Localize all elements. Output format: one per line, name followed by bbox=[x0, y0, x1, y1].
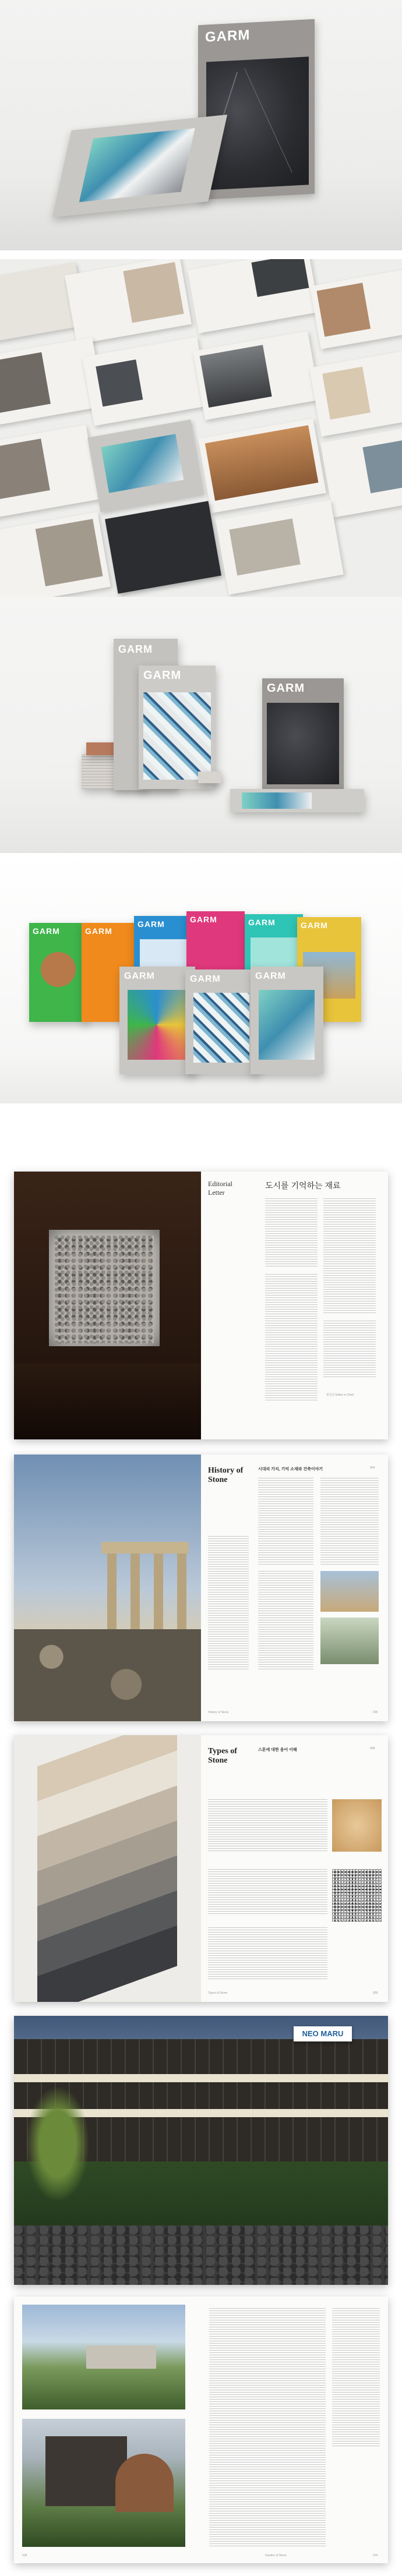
section-heading: 시대의 가치, 기억 소재와 건축이야기 bbox=[258, 1467, 323, 1471]
sandstone-swatch bbox=[332, 1799, 382, 1852]
photo-garden-house bbox=[22, 2305, 185, 2409]
section-label: Editorial Letter bbox=[208, 1180, 232, 1197]
section-label: Types of Stone bbox=[208, 1747, 237, 1765]
magazine-title: GARM bbox=[118, 643, 153, 655]
magazine-title: GARM bbox=[33, 926, 60, 936]
page-number: 008 bbox=[370, 1747, 375, 1750]
magazine-stacks bbox=[0, 597, 402, 853]
page-number: 004 bbox=[370, 1466, 375, 1470]
spread-building bbox=[14, 2016, 388, 2285]
magazine-title: GARM bbox=[190, 915, 217, 924]
parthenon-photo bbox=[14, 1455, 201, 1721]
magazine-standing bbox=[198, 19, 315, 200]
footer-title: History of Stone bbox=[208, 1711, 229, 1714]
section-heading: 도시를 기억하는 재료 bbox=[265, 1181, 341, 1190]
footer-title: Types of Stone bbox=[208, 1991, 228, 1995]
magazine-lying-2 bbox=[230, 789, 364, 812]
product-label: NEO MARU bbox=[302, 2029, 344, 2038]
magazine-title: GARM bbox=[124, 971, 155, 981]
photo-thumb bbox=[320, 1571, 379, 1612]
cover-art bbox=[143, 692, 211, 780]
granite-swatch bbox=[332, 1869, 382, 1922]
photo-stone-building bbox=[22, 2419, 185, 2547]
spread-project bbox=[14, 2297, 388, 2563]
spreads-collage bbox=[0, 259, 402, 597]
magazine-title: GARM bbox=[255, 971, 286, 981]
magazine-front-2 bbox=[185, 969, 258, 1074]
stone-wall bbox=[14, 2225, 388, 2285]
spread-editorial bbox=[14, 1172, 388, 1439]
footer-page: 005 bbox=[373, 1711, 378, 1714]
product-sign bbox=[294, 2026, 352, 2041]
photo-thumb bbox=[320, 1618, 379, 1664]
signature: 편집장 Editor in Chief bbox=[326, 1393, 354, 1397]
magazine-marble bbox=[262, 678, 344, 789]
spread-history bbox=[14, 1455, 388, 1721]
magazine-title: GARM bbox=[137, 919, 165, 929]
section-heading: 스톤에 대한 용어 이해 bbox=[258, 1748, 297, 1752]
section-label: History of Stone bbox=[208, 1466, 244, 1484]
magazine-title: GARM bbox=[190, 974, 221, 984]
colorful-collection bbox=[0, 853, 402, 1103]
magazine-lying bbox=[52, 115, 227, 217]
magazine-title: GARM bbox=[301, 921, 328, 930]
stone-samples-photo bbox=[14, 1735, 201, 2002]
magazine-title: GARM bbox=[85, 926, 112, 936]
magazine-title: GARM bbox=[267, 682, 305, 695]
spread-types bbox=[14, 1735, 388, 2002]
magazine-front-3 bbox=[251, 967, 323, 1074]
footer-page: 009 bbox=[373, 1991, 378, 1995]
magazine-title: GARM bbox=[205, 27, 251, 45]
wall-photo bbox=[14, 1172, 201, 1439]
footer-title: Garden of Stone bbox=[265, 2554, 287, 2557]
page-number: 018 bbox=[22, 2554, 27, 2557]
magazine-title: GARM bbox=[143, 669, 182, 682]
magazine-front-1 bbox=[119, 967, 195, 1074]
page-number: 019 bbox=[373, 2554, 378, 2557]
cover-art bbox=[79, 128, 195, 202]
hero-two-magazines bbox=[0, 0, 402, 250]
magazine-title: GARM bbox=[248, 918, 276, 927]
